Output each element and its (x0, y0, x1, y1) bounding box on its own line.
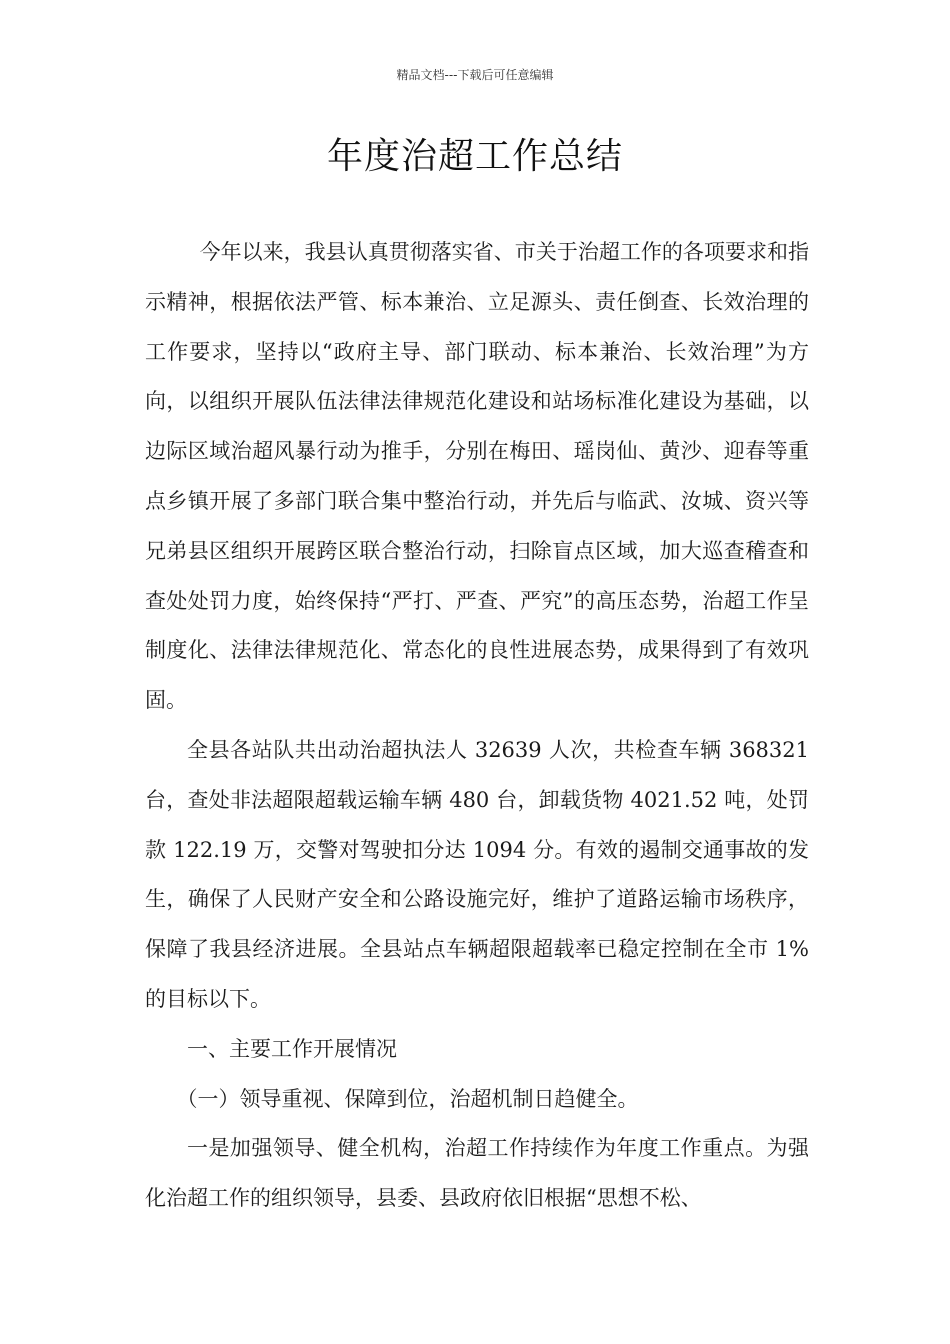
document-body (145, 228, 809, 1224)
section-heading: 一、主要工作开展情况 (187, 1036, 397, 1061)
subsection-heading: （一）领导重视、保障到位，治超机制日趋健全。 (176, 1086, 639, 1111)
header-note: 精品文档---下载后可任意编辑 (396, 68, 554, 82)
document-title: 年度治超工作总结 (326, 136, 623, 177)
paragraph-statistics: 全县各站队共出动治超执法人 32639 人次，共检查车辆 368321 台，查处非法超限超载运输车辆 480 台，卸载货物 4021.52 吨，处罚款 122.19 万，交警对驾驶扣分达 1094 分。有效的遏制交通事故的发生，确保了人民财产安全和公路设施完好，维护了道路运输市场秩序，保障了我县经济进展。全县站点车辆超限超载率已稳定控制在全市 1%的目标以下。 (145, 737, 809, 1011)
paragraph-intro: 今年以来，我县认真贯彻落实省、市关于治超工作的各项要求和指示精神，根据依法严管、标本兼治、立足源头、责任倒查、长效治理的工作要求，坚持以“政府主导、部门联动、标本兼治、长效治理”为方向，以组织开展队伍法律法律规范化建设和站场标准化建设为基础，以边际区域治超风暴行动为推手，分别在梅田、瑶岗仙、黄沙、迎春等重点乡镇开展了多部门联合集中整治行动，并先后与临武、汝城、资兴等兄弟县区组织开展跨区联合整治行动，扫除盲点区域，加大巡查稽查和查处处罚力度，始终保持“严打、严查、严究”的高压态势，治超工作呈制度化、法律法律规范化、常态化的良性进展态势，成果得到了有效巩固。 (145, 240, 809, 713)
paragraph-leadership: 一是加强领导、健全机构，治超工作持续作为年度工作重点。为强化治超工作的组织领导，县委、县政府依旧根据“思想不松、 (145, 1136, 809, 1211)
